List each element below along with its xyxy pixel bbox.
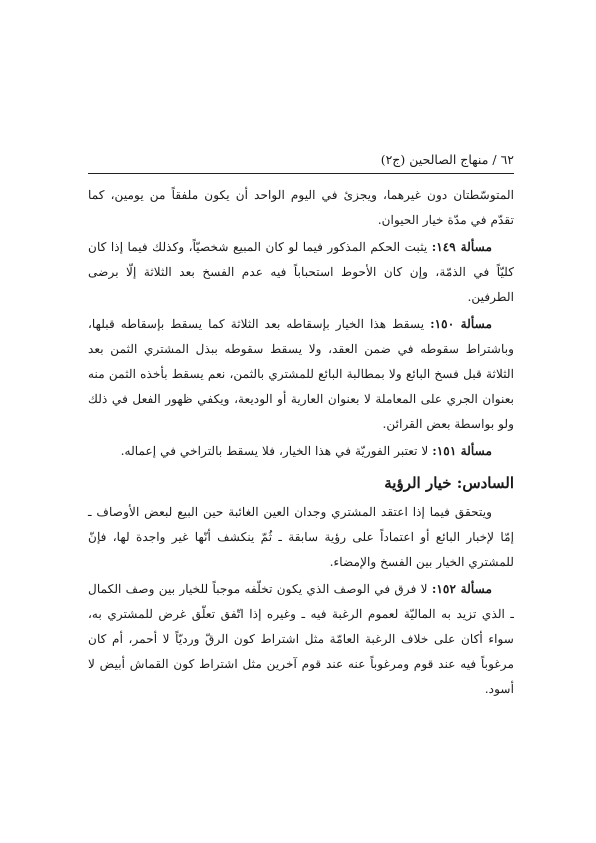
issue-149-label: مسألة ١٤٩: — [431, 240, 493, 254]
issue-151-text: لا تعتبر الفوريّة في هذا الخيار، فلا يسقط بالتراخي في إعماله. — [120, 444, 433, 458]
issue-150 — [88, 312, 514, 437]
issue-151-label: مسألة ١٥١: — [432, 444, 492, 458]
running-header — [88, 152, 514, 174]
issue-152-text: لا فرق في الوصف الذي يكون تخلّفه موجباً للخيار بين وصف الكمال ـ الذي تزيد به الماليّة لعموم الرغبة فيه ـ وغيره إذا اتّفق تعلّق غرض للمشتري به، سواء أكان على خلاف الرغبة العامّة مثل اشتراط كون الرقّ ورديّاً لا أحمر، أم كان مرغوباً فيه عند قوم ومرغوباً عنه عند قوم آخرين مثل اشتراط كون القماش أبيض لا أسود. — [88, 582, 514, 696]
issue-150-text: يسقط هذا الخيار بإسقاطه بعد الثلاثة كما يسقط بإسقاطه قبلها، وباشتراط سقوطه في ضمن العقد، ولا يسقط سقوطه ببذل المشتري الثمن بعد الثلاثة قبل فسخ البائع ولا بمطالبة البائع للمشتري بالثمن، نعم يسقط بأخذه الثمن منه بعنوان الجري على المعاملة لا بعنوان العارية أو الوديعة، ويكفي ظهور الفعل في ذلك ولو بواسطة بعض القرائن. — [88, 317, 514, 431]
issue-152 — [88, 577, 514, 702]
issue-149-text: يثبت الحكم المذكور فيما لو كان المبيع شخصيّاً، وكذلك فيما إذا كان كليّاً في الذمّة، وإن كان الأحوط استحباباً فيه عدم الفسخ بعد الثلاثة إلّا برضى الطرفين. — [88, 240, 514, 304]
section-intro: ويتحقق فيما إذا اعتقد المشتري وجدان العين الغائبة حين البيع لبعض الأوصاف ـ إمّا لإخبار البائع أو اعتماداً على رؤية سابقة ـ ثُمّ ينكشف أنّها غير واجدة لها، فإنّ للمشتري الخيار بين الفسخ والإمضاء. — [88, 505, 514, 569]
issue-152-label: مسألة ١٥٢: — [431, 582, 492, 596]
page-body — [88, 183, 514, 702]
paragraph-continuation: المتوسّطتان دون غيرهما، ويجزئ في اليوم الواحد أن يكون ملفقاً من يومين، كما تقدّم في مدّة خيار الحيوان. — [88, 188, 514, 227]
issue-149 — [88, 235, 514, 310]
running-header-text: ٦٢ / منهاج الصالحين (ج٢) — [380, 152, 514, 167]
section-heading: السادس: خيار الرؤية — [384, 474, 514, 492]
issue-150-label: مسألة ١٥٠: — [430, 317, 492, 331]
issue-151 — [88, 439, 514, 464]
